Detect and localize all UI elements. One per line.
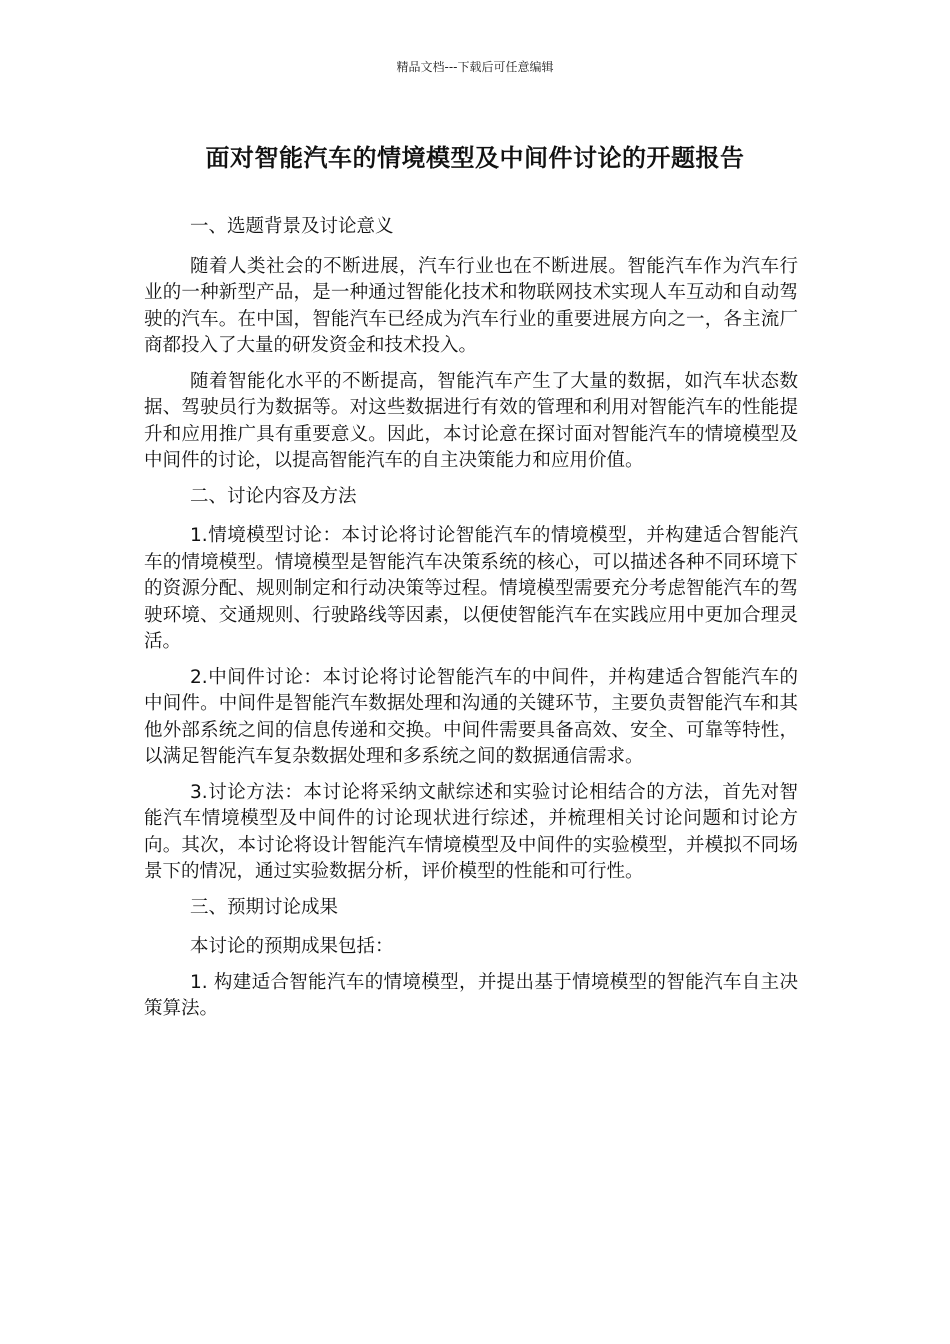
paragraph-methods: 3.讨论方法：本讨论将采纳文献综述和实验讨论相结合的方法，首先对智能汽车情境模型及中间件的讨论现状进行综述，并梳理相关讨论问题和讨论方向。其次，本讨论将设计智能汽车情境模型及中间件的实验模型，并模拟不同场景下的情况，通过实验数据分析，评价模型的性能和可行性。 xyxy=(144,781,798,882)
paragraph-middleware: 2.中间件讨论：本讨论将讨论智能汽车的中间件，并构建适合智能汽车的中间件。中间件是智能汽车数据处理和沟通的关键环节，主要负责智能汽车和其他外部系统之间的信息传递和交换。中间件需要具备高效、安全、可靠等特性，以满足智能汽车复杂数据处理和多系统之间的数据通信需求。 xyxy=(144,666,798,767)
paragraph-background-1: 随着人类社会的不断进展，汽车行业也在不断进展。智能汽车作为汽车行业的一种新型产品，是一种通过智能化技术和物联网技术实现人车互动和自动驾驶的汽车。在中国，智能汽车已经成为汽车行业的重要进展方向之一，各主流厂商都投入了大量的研发资金和技术投入。 xyxy=(144,255,798,356)
paragraph-background-2: 随着智能化水平的不断提高，智能汽车产生了大量的数据，如汽车状态数据、驾驶员行为数据等。对这些数据进行有效的管理和利用对智能汽车的性能提升和应用推广具有重要意义。因此，本讨论意在探讨面对智能汽车的情境模型及中间件的讨论，以提高智能汽车的自主决策能力和应用价值。 xyxy=(144,370,798,471)
section-heading-expected-results: 三、预期讨论成果 xyxy=(190,896,339,918)
list-item-result-1: 1. 构建适合智能汽车的情境模型，并提出基于情境模型的智能汽车自主决策算法。 xyxy=(144,971,798,1019)
section-heading-background: 一、选题背景及讨论意义 xyxy=(190,216,394,237)
document-body xyxy=(144,214,798,1032)
section-heading-content-methods: 二、讨论内容及方法 xyxy=(190,485,357,507)
paragraph-context-model: 1.情境模型讨论：本讨论将讨论智能汽车的情境模型，并构建适合智能汽车的情境模型。情境模型是智能汽车决策系统的核心，可以描述各种不同环境下的资源分配、规则制定和行动决策等过程。情境模型需要充分考虑智能汽车的驾驶环境、交通规则、行驶路线等因素，以便使智能汽车在实践应用中更加合理灵活。 xyxy=(144,525,798,652)
paragraph-results-intro: 本讨论的预期成果包括： xyxy=(190,936,394,957)
document-title: 面对智能汽车的情境模型及中间件讨论的开题报告 xyxy=(205,144,745,172)
page-header-watermark: 精品文档---下载后可任意编辑 xyxy=(396,60,554,74)
